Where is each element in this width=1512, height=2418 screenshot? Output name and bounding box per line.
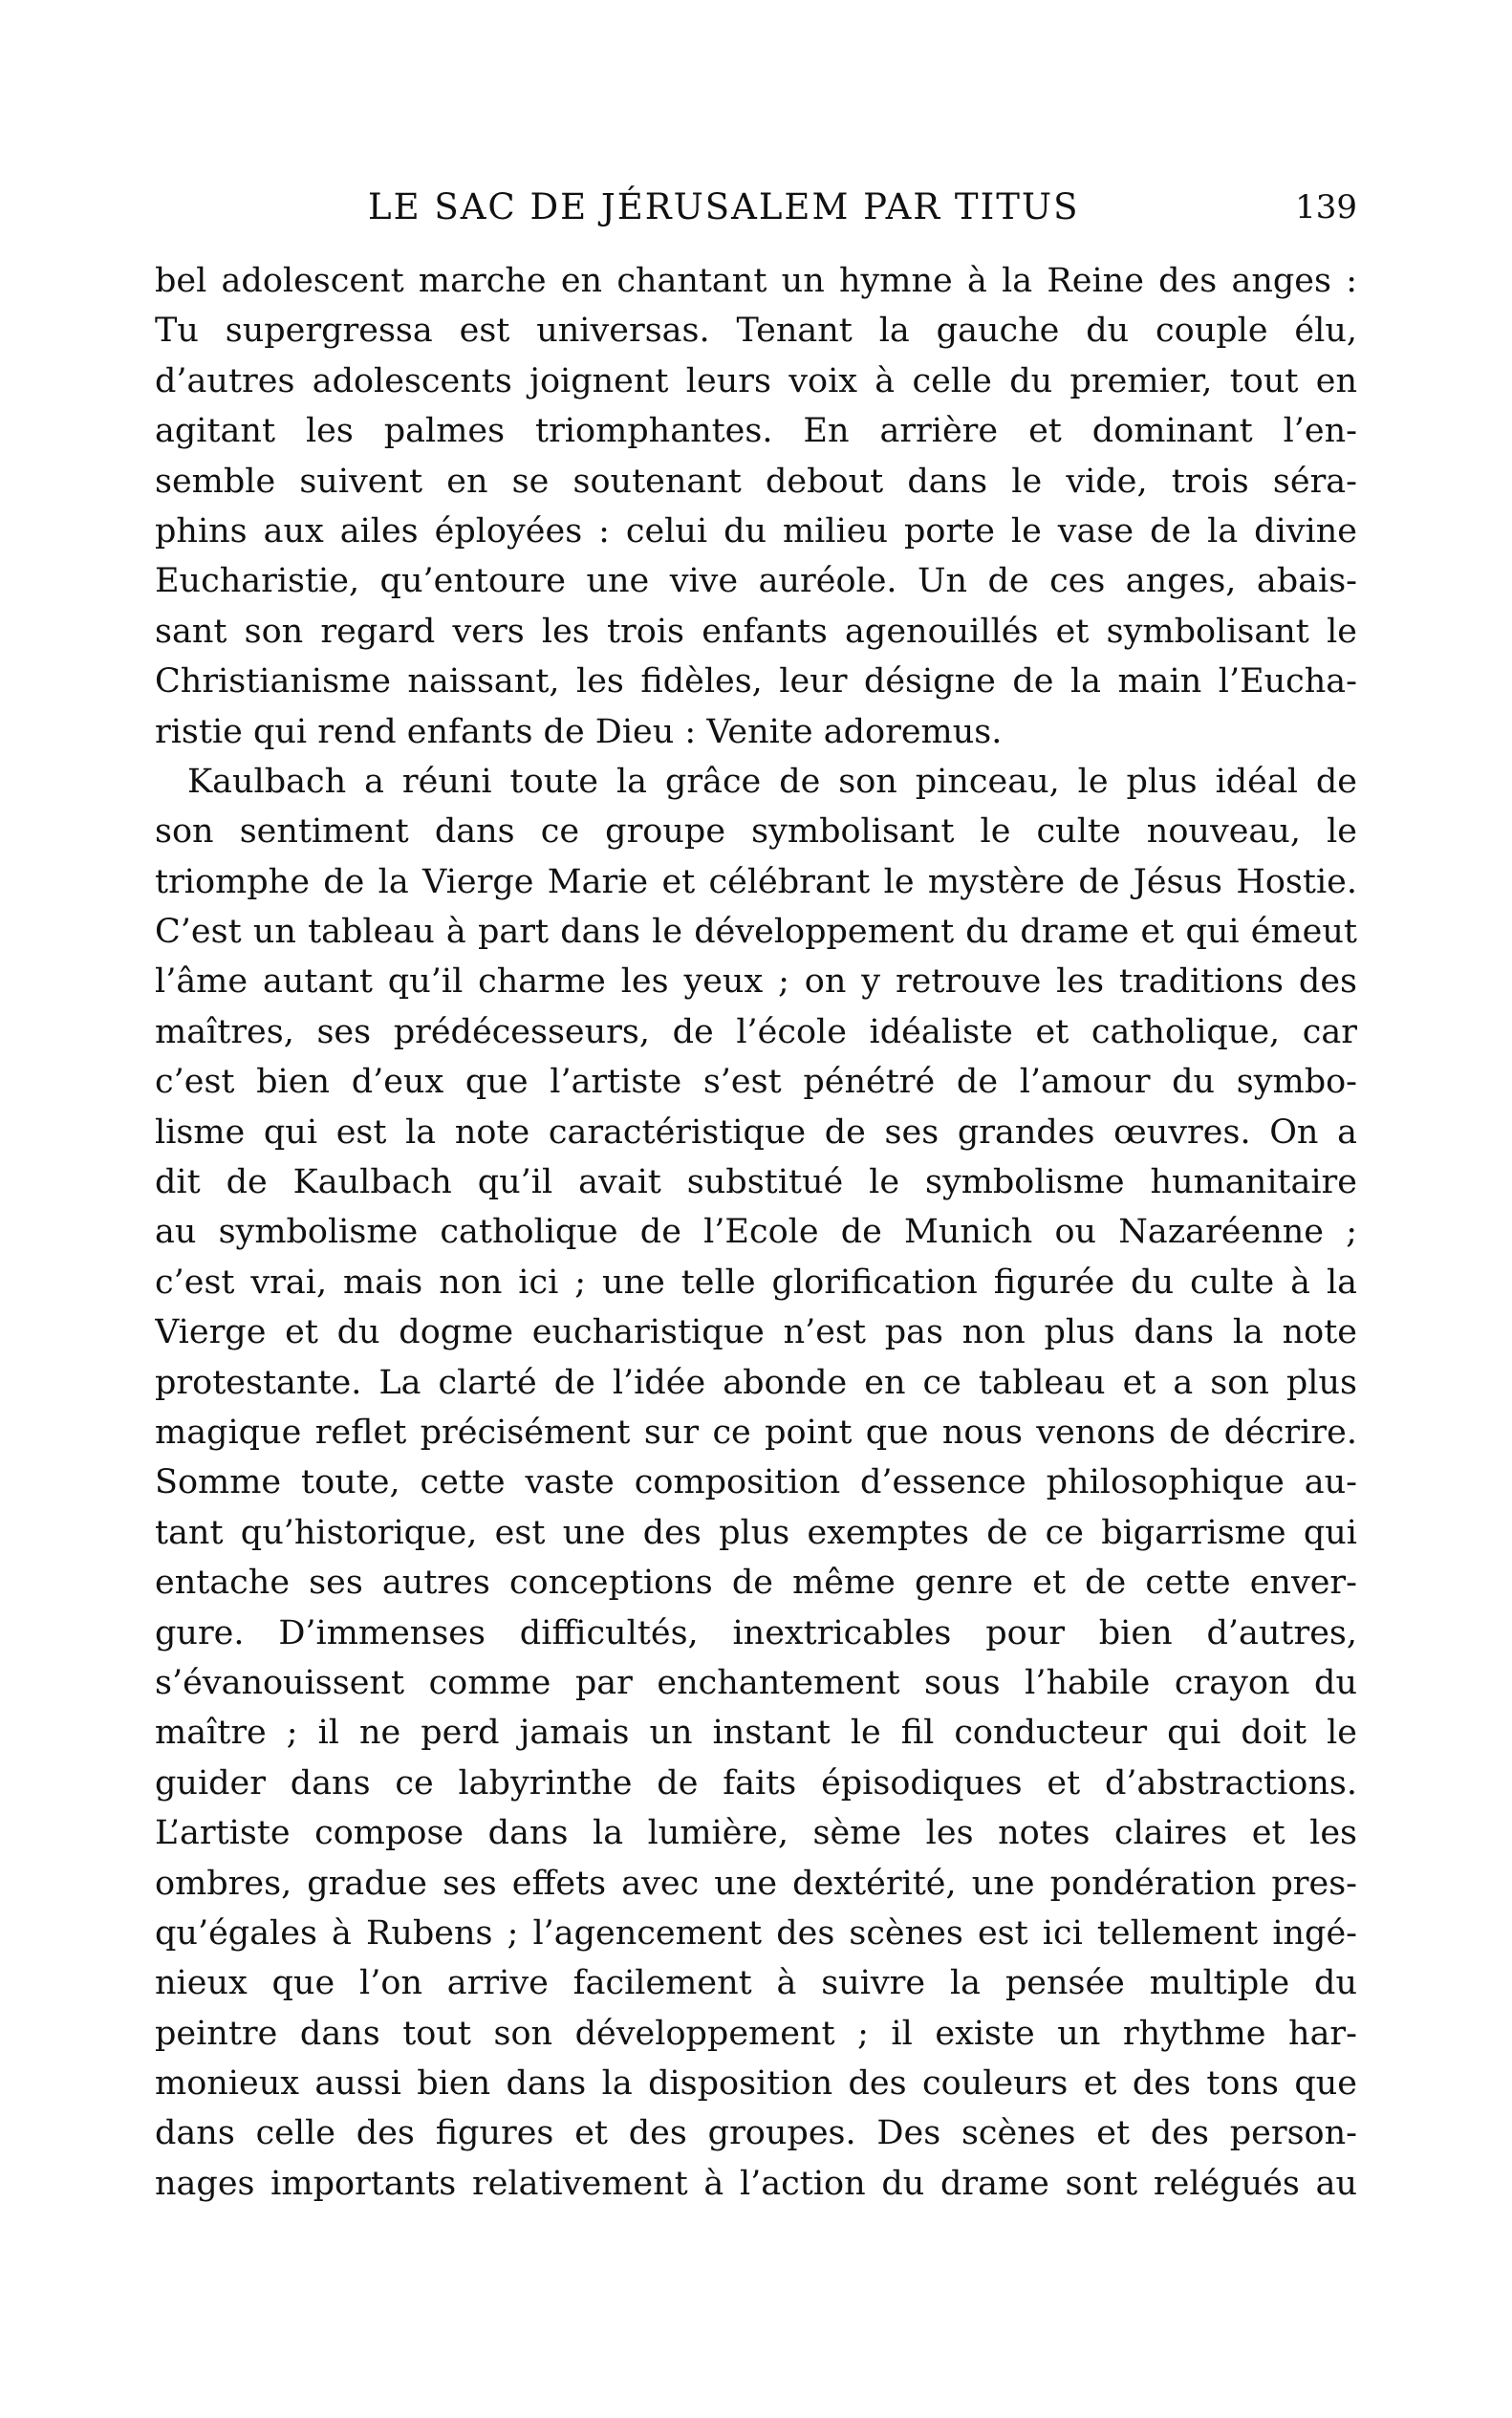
page-header [368,186,1357,244]
text-line: monieux aussi bien dans la disposition des couleurs et des tons que [155,2064,1357,2104]
text-line: ombres, gradue ses effets avec une dextérité, une pondération pres- [155,1864,1357,1903]
text-line: ristie qui rend enfants de Dieu : Venite adoremus. [155,712,1003,751]
running-title: LE SAC DE JÉRUSALEM PAR TITUS [368,186,1080,227]
text-line: guider dans ce labyrinthe de faits épisodiques et d’abstractions. [155,1763,1357,1803]
text-line: C’est un tableau à part dans le développement du drame et qui émeut [155,913,1357,952]
text-line: d’autres adolescents joignent leurs voix à celle du premier, tout en [155,361,1357,400]
text-line: dans celle des figures et des groupes. Des scènes et des person- [155,2114,1357,2153]
text-line: son sentiment dans ce groupe symbolisant le culte nouveau, le [155,812,1357,852]
text-line: magique reflet précisément sur ce point que nous venons de décrire. [155,1413,1357,1452]
text-line: tant qu’historique, est une des plus exemptes de ce bigarrisme qui [155,1513,1357,1552]
text-line: maître ; il ne perd jamais un instant le fil conducteur qui doit le [155,1714,1357,1753]
text-line: dit de Kaulbach qu’il avait substitué le symbolisme humanitaire [155,1163,1357,1202]
text-line: peintre dans tout son développement ; il existe un rhythme har- [155,2014,1357,2053]
text-line: lisme qui est la note caractéristique de ses grandes œuvres. On a [155,1112,1357,1152]
text-line: qu’égales à Rubens ; l’agencement des scènes est ici tellement ingé- [155,1913,1357,1953]
text-line: agitant les palmes triomphantes. En arrière et dominant l’en- [155,412,1357,451]
text-line: entache ses autres conceptions de même genre et de cette enver- [155,1564,1357,1603]
text-line: c’est bien d’eux que l’artiste s’est pénétré de l’amour du symbo- [155,1063,1357,1102]
text-line: gure. D’immenses difficultés, inextricables pour bien d’autres, [155,1613,1357,1652]
paragraph-first-line: Kaulbach a réuni toute la grâce de son pinceau, le plus idéal de [187,762,1357,801]
body-text [155,256,1357,2209]
text-line: nages importants relativement à l’action du drame sont relégués au [155,2164,1357,2203]
text-line: Eucharistie, qu’entoure une vive auréole. Un de ces anges, abais- [155,562,1357,601]
text-line: c’est vrai, mais non ici ; une telle glorification figurée du culte à la [155,1263,1357,1302]
text-line: L’artiste compose dans la lumière, sème les notes claires et les [155,1814,1357,1853]
text-line: sant son regard vers les trois enfants agenouillés et symbolisant le [155,612,1357,651]
text-line: triomphe de la Vierge Marie et célébrant le mystère de Jésus Hostie. [155,862,1357,901]
text-line: phins aux ailes éployées : celui du milieu porte le vase de la divine [155,511,1357,551]
text-line: bel adolescent marche en chantant un hymne à la Reine des anges : [155,262,1357,300]
text-line: s’évanouissent comme par enchantement sous l’habile crayon du [155,1663,1357,1702]
text-line: Christianisme naissant, les fidèles, leur désigne de la main l’Eucha- [155,662,1357,702]
text-line: nieux que l’on arrive facilement à suivre la pensée multiple du [155,1964,1357,2003]
text-line: semble suivent en se soutenant debout dans le vide, trois séra- [155,462,1357,501]
text-line: Tu supergressa est universas. Tenant la gauche du couple élu, [155,312,1357,351]
text-line: Somme toute, cette vaste composition d’essence philosophique au- [155,1463,1357,1502]
text-line: protestante. La clarté de l’idée abonde en ce tableau et a son plus [155,1363,1357,1402]
text-line: l’âme autant qu’il charme les yeux ; on y retrouve les traditions des [155,962,1357,1002]
text-line: au symbolisme catholique de l’Ecole de Munich ou Nazaréenne ; [155,1213,1357,1252]
text-line: maîtres, ses prédécesseurs, de l’école idéaliste et catholique, car [155,1012,1357,1051]
text-line: Vierge et du dogme eucharistique n’est pas non plus dans la note [155,1313,1357,1352]
page-number: 139 [1295,188,1357,227]
